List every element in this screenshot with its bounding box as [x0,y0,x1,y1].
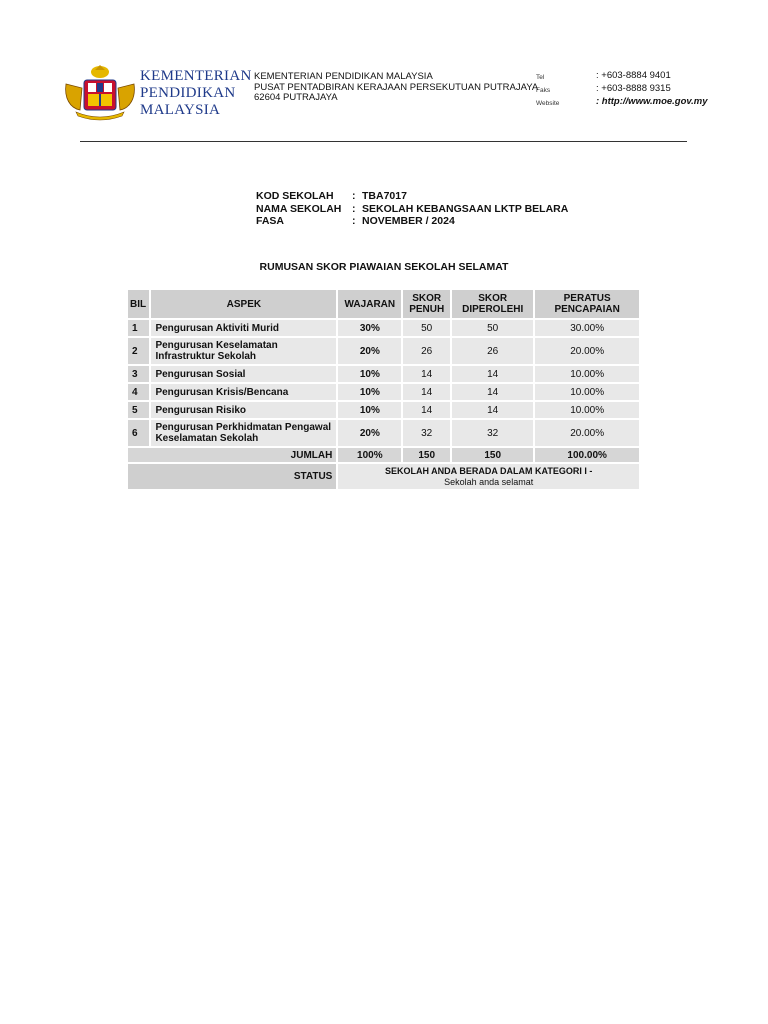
contact-tel-label: Tel [536,74,545,81]
brand-line-3: MALAYSIA [140,102,221,118]
table-header-row [128,290,639,318]
row-skor-penuh: 14 [403,384,450,400]
row-wajaran: 10% [338,402,401,418]
brand-line-2: PENDIDIKAN [140,85,236,101]
row-aspek: Pengurusan Sosial [151,366,336,382]
row-peratus: 30.00% [535,320,639,336]
row-skor-diperolehi: 50 [452,320,533,336]
school-name-row: NAMA SEKOLAH : SEKOLAH KEBANGSAAN LKTP BELARA [256,202,569,215]
header-divider [80,141,687,142]
row-aspek: Pengurusan Aktiviti Murid [151,320,336,336]
contact-fax-label: Faks [536,87,551,94]
ministry-address [254,72,538,104]
school-name-label: NAMA SEKOLAH [256,202,342,215]
table-row [128,338,639,364]
contact-details [536,70,708,109]
status-row [128,464,639,489]
row-bil: 2 [128,338,149,364]
total-skor-penuh: 150 [403,448,450,462]
row-skor-penuh: 26 [403,338,450,364]
row-wajaran: 20% [338,338,401,364]
row-wajaran: 10% [338,384,401,400]
total-skor-diperolehi: 150 [452,448,533,462]
col-aspek: ASPEK [151,290,336,318]
contact-tel-value: : +603-8884 9401 [596,70,671,81]
table-row [128,402,639,418]
row-skor-penuh: 32 [403,420,450,446]
row-peratus: 10.00% [535,402,639,418]
col-wajaran: WAJARAN [338,290,401,318]
school-code-label: KOD SEKOLAH [256,190,334,202]
table-row [128,320,639,336]
ministry-brand [140,68,252,119]
contact-fax-value: : +603-8888 9315 [596,83,671,94]
row-skor-diperolehi: 14 [452,366,533,382]
row-skor-diperolehi: 14 [452,402,533,418]
address-line-3: 62604 PUTRAJAYA [254,92,338,103]
row-wajaran: 10% [338,366,401,382]
col-skor-penuh: SKOR PENUH [403,290,450,318]
row-skor-diperolehi: 26 [452,338,533,364]
total-row [128,448,639,462]
website-link[interactable]: : http://www.moe.gov.my [596,96,708,107]
status-category: SEKOLAH ANDA BERADA DALAM KATEGORI I - [385,466,593,476]
row-bil: 1 [128,320,149,336]
col-peratus: PERATUS PENCAPAIAN [535,290,639,318]
contact-tel [536,70,708,83]
address-line-1: KEMENTERIAN PENDIDIKAN MALAYSIA [254,71,433,82]
row-skor-diperolehi: 32 [452,420,533,446]
row-peratus: 20.00% [535,420,639,446]
row-bil: 3 [128,366,149,382]
status-result: Sekolah anda selamat [444,476,534,487]
school-name-value: SEKOLAH KEBANGSAAN LKTP BELARA [362,202,569,215]
table-row [128,366,639,382]
total-peratus: 100.00% [535,448,639,462]
school-code-row: KOD SEKOLAH : TBA7017 [256,190,407,202]
row-aspek: Pengurusan Keselamatan Infrastruktur Sekolah [151,338,336,364]
brand-line-1: KEMENTERIAN [140,68,252,84]
total-wajaran: 100% [338,448,401,462]
ministry-crest-icon [62,64,138,122]
col-skor-diperolehi: SKOR DIPEROLEHI [452,290,533,318]
row-wajaran: 30% [338,320,401,336]
score-table [126,288,641,491]
row-bil: 4 [128,384,149,400]
table-row [128,420,639,446]
phase-value: NOVEMBER / 2024 [362,215,455,227]
row-aspek: Pengurusan Perkhidmatan Pengawal Keselamatan Sekolah [151,420,336,446]
row-aspek: Pengurusan Risiko [151,402,336,418]
row-skor-penuh: 50 [403,320,450,336]
school-info [256,190,568,228]
contact-website-label: Website [536,100,560,107]
row-aspek: Pengurusan Krisis/Bencana [151,384,336,400]
status-label: STATUS [128,464,336,489]
row-skor-diperolehi: 14 [452,384,533,400]
col-bil: BIL [128,290,149,318]
row-skor-penuh: 14 [403,402,450,418]
school-code-value: TBA7017 [362,190,407,202]
row-skor-penuh: 14 [403,366,450,382]
row-bil: 5 [128,402,149,418]
phase-row: FASA : NOVEMBER / 2024 [256,215,455,227]
contact-fax [536,83,708,96]
row-wajaran: 20% [338,420,401,446]
total-label: JUMLAH [128,448,336,462]
table-row [128,384,639,400]
phase-label: FASA [256,215,285,227]
report-title: RUMUSAN SKOR PIAWAIAN SEKOLAH SELAMAT [259,261,509,273]
contact-website [536,96,708,109]
status-message [338,464,639,489]
row-bil: 6 [128,420,149,446]
row-peratus: 10.00% [535,384,639,400]
row-peratus: 20.00% [535,338,639,364]
row-peratus: 10.00% [535,366,639,382]
address-line-2: PUSAT PENTADBIRAN KERAJAAN PERSEKUTUAN PUTRAJAYA [254,81,539,93]
